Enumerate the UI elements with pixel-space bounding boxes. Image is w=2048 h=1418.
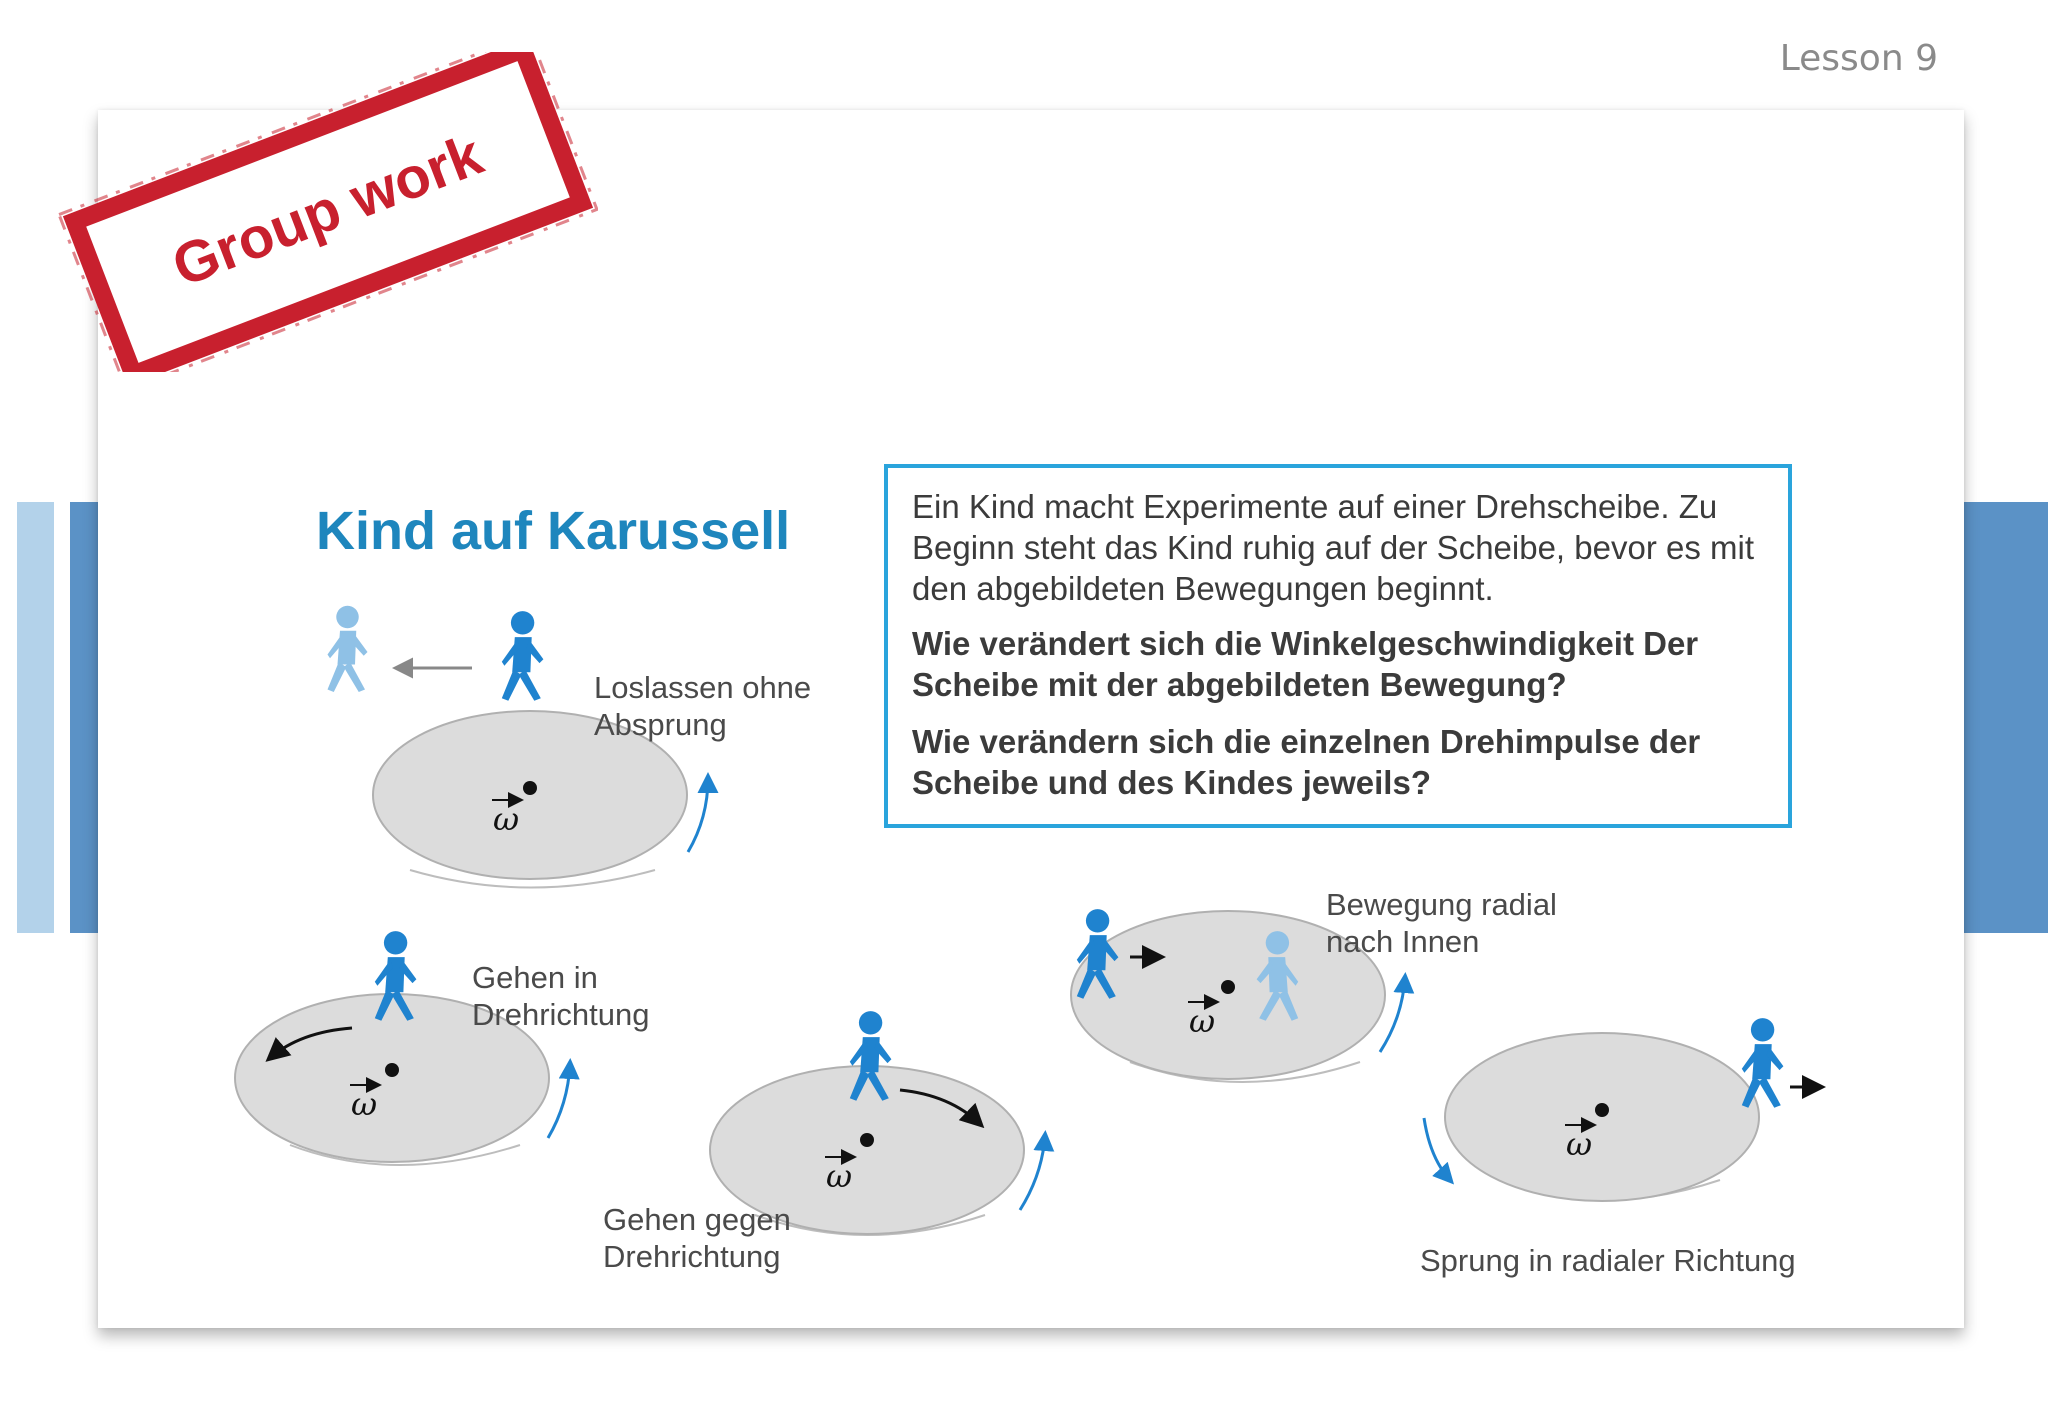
caption-line: Gehen gegen bbox=[603, 1202, 791, 1237]
rotation-arrow bbox=[688, 778, 708, 852]
caption-release bbox=[594, 669, 811, 743]
svg-text:ω: ω bbox=[1189, 1002, 1216, 1040]
svg-text:ω: ω bbox=[826, 1157, 853, 1195]
caption-radial-jump bbox=[1420, 1242, 1796, 1279]
caption-line: Drehrichtung bbox=[603, 1239, 781, 1274]
caption-line: nach Innen bbox=[1326, 924, 1480, 959]
scenario-release-without-jump bbox=[328, 606, 709, 888]
slide-title: Kind auf Karussell bbox=[316, 501, 791, 561]
stamp-text: Group work bbox=[163, 121, 492, 300]
rotation-axis bbox=[1595, 1103, 1609, 1117]
svg-text:ω: ω bbox=[493, 800, 520, 838]
caption-radial-inward bbox=[1326, 886, 1557, 960]
question-angular-velocity: Wie verändert sich die Winkelgeschwindigkeit Der Scheibe mit der abgebildeten Bewegung? bbox=[912, 625, 1699, 703]
rotation-axis bbox=[1221, 980, 1235, 994]
omega-label bbox=[825, 1157, 853, 1195]
svg-text:ω: ω bbox=[1566, 1125, 1593, 1163]
lesson-label: Lesson 9 bbox=[1779, 38, 1938, 79]
caption-line: Bewegung radial bbox=[1326, 887, 1557, 922]
svg-text:ω: ω bbox=[351, 1085, 378, 1123]
rotation-axis bbox=[385, 1063, 399, 1077]
rotation-axis bbox=[860, 1133, 874, 1147]
child-walking-icon bbox=[1742, 1018, 1784, 1108]
caption-walk-against bbox=[603, 1201, 791, 1275]
omega-label bbox=[350, 1085, 378, 1123]
intro-text: Ein Kind macht Experimente auf einer Drehscheibe. Zu Beginn steht das Kind ruhig auf der Scheibe, bevor es mit den abgebildeten Bewegungen beginnt. bbox=[912, 488, 1754, 607]
caption-line: Sprung in radialer Richtung bbox=[1420, 1243, 1796, 1278]
rotation-arrow bbox=[548, 1064, 570, 1138]
group-work-stamp bbox=[58, 52, 598, 372]
caption-line: Loslassen ohne bbox=[594, 670, 812, 705]
question-angular-momentum: Wie verändern sich die einzelnen Drehimpulse der Scheibe und des Kindes jeweils? bbox=[912, 723, 1701, 801]
caption-line: Drehrichtung bbox=[472, 997, 650, 1032]
rotation-axis bbox=[523, 781, 537, 795]
scenario-radial-jump bbox=[1424, 1018, 1820, 1201]
child-walking-icon bbox=[502, 611, 544, 701]
caption-line: Absprung bbox=[594, 707, 727, 742]
caption-walk-with bbox=[472, 959, 649, 1033]
omega-label bbox=[492, 800, 520, 838]
child-faded-icon bbox=[328, 606, 368, 692]
omega-label bbox=[1565, 1125, 1593, 1163]
omega-label bbox=[1188, 1002, 1216, 1040]
caption-line: Gehen in bbox=[472, 960, 598, 995]
